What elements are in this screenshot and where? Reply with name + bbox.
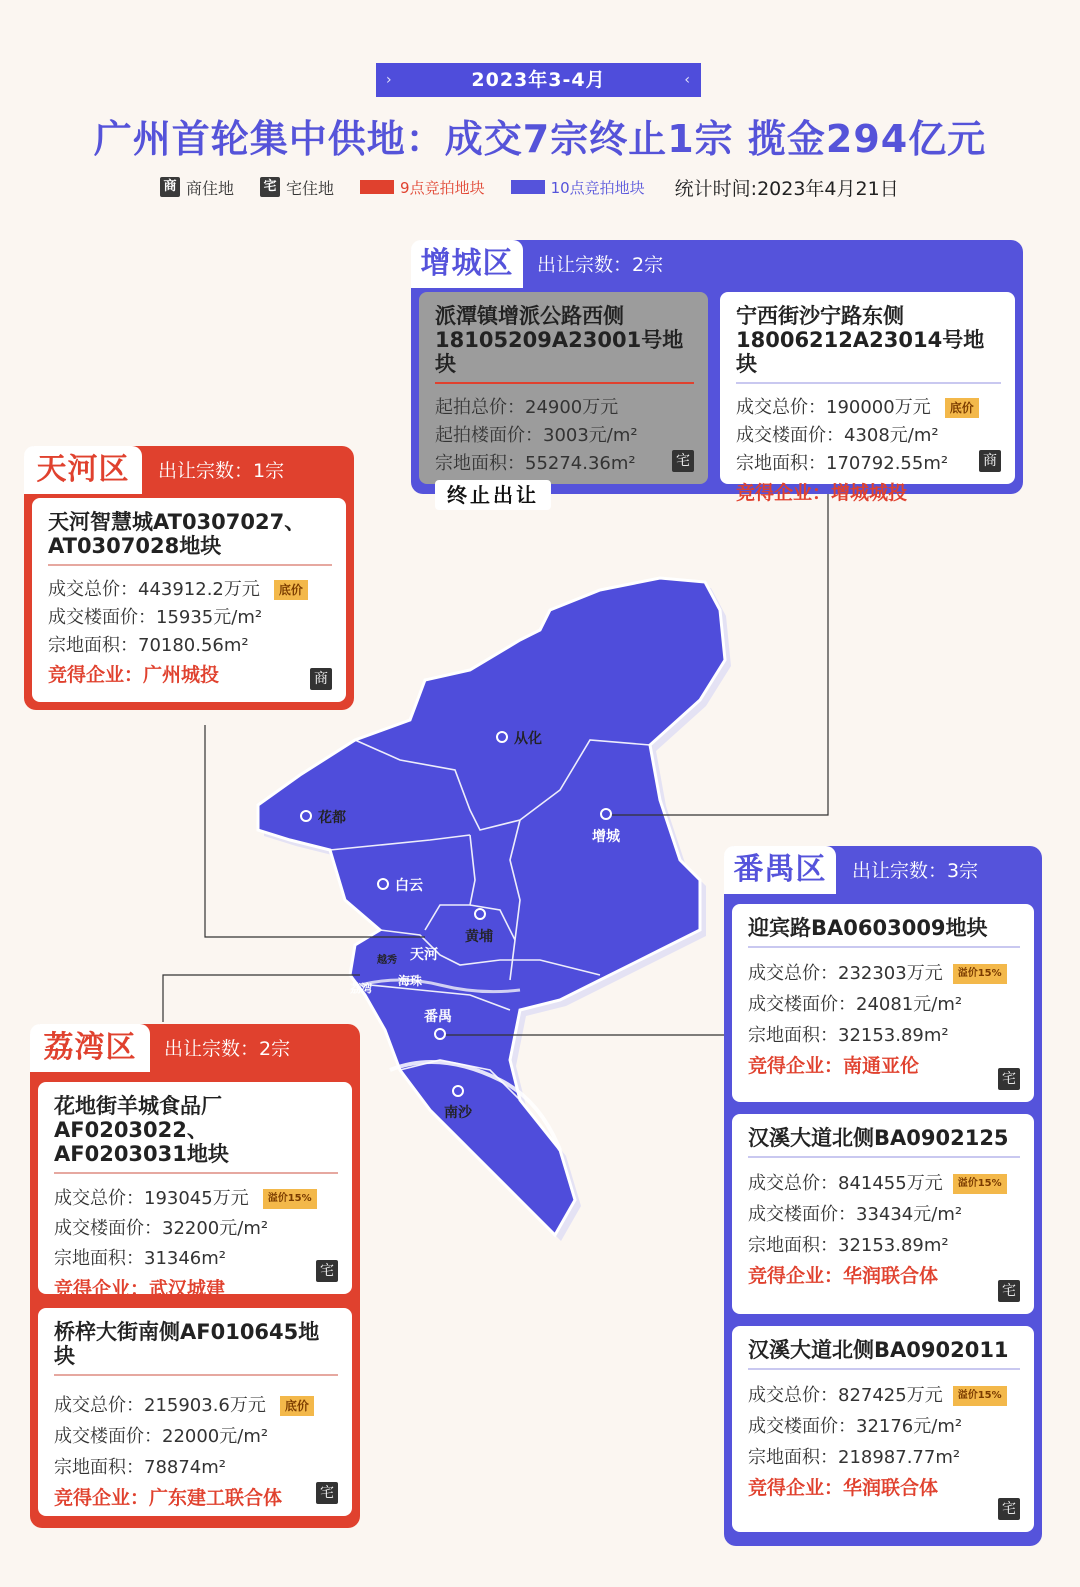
- price-tag: 底价: [280, 1396, 314, 1416]
- map-dot-panyu: [434, 1028, 446, 1040]
- price-tag: 溢价15%: [953, 1386, 1007, 1406]
- chevron-left-icon: ‹: [684, 72, 691, 88]
- district-count: 出让宗数：1宗: [158, 460, 285, 482]
- price-tag: 溢价15%: [953, 1174, 1007, 1194]
- stat-time: 统计时间:2023年4月21日: [674, 177, 899, 200]
- plot-winner: 竞得企业：南通亚伦: [748, 1055, 920, 1077]
- plot-winner: 竞得企业：华润联合体: [748, 1477, 939, 1499]
- price-tag: 底价: [945, 398, 979, 418]
- residential-icon: 宅: [998, 1068, 1020, 1090]
- legend-label: 9点竞拍地块: [400, 178, 485, 197]
- zengcheng-panel: [411, 240, 1023, 507]
- plot-winner: 竞得企业：广州城投: [48, 664, 220, 686]
- map-label-huangpu: 黄埔: [465, 929, 493, 945]
- price-tag: 溢价15%: [263, 1189, 317, 1209]
- plot-floor-price: 成交楼面价：15935元/m²: [48, 607, 263, 628]
- plot-price: 成交总价：827425万元: [748, 1385, 943, 1406]
- plot-price: 成交总价：443912.2万元: [48, 579, 260, 600]
- plot-card: [720, 292, 1015, 504]
- map-label-conghua: 从化: [514, 731, 542, 747]
- plot-title: 天河智慧城AT0307027、AT0307028地块: [48, 510, 332, 566]
- page-title: 广州首轮集中供地：成交7宗终止1宗 揽金294亿元: [93, 117, 987, 161]
- residential-icon: 宅: [998, 1280, 1020, 1302]
- legend-label: 商住地: [186, 178, 235, 198]
- plot-price-row: [48, 576, 332, 604]
- map-label-tianhe: 天河: [410, 947, 438, 963]
- commercial-icon: 商: [160, 177, 180, 197]
- plot-price-row: [54, 1390, 338, 1421]
- plot-floor-price: 成交楼面价：33434元/m²: [748, 1204, 963, 1225]
- plot-area: 宗地面积：170792.55m²: [736, 453, 949, 474]
- map-label-nansha: 南沙: [444, 1105, 472, 1121]
- district-count: 出让宗数：2宗: [164, 1038, 291, 1060]
- plot-floor-price: 成交楼面价：4308元/m²: [736, 425, 939, 446]
- plot-title: 派潭镇增派公路西侧18105209A23001号地块: [435, 304, 694, 384]
- date-text: 2023年3-4月: [471, 69, 606, 91]
- plot-price: 成交总价：232303万元: [748, 963, 943, 984]
- map-dot-baiyun: [377, 878, 389, 890]
- plot-price-row: [748, 1168, 1020, 1199]
- map-dot-zengcheng: [600, 808, 612, 820]
- legend-label: 10点竞拍地块: [550, 178, 645, 197]
- map-label-haizhu: 海珠: [398, 974, 423, 988]
- plot-floor-price: 成交楼面价：32176元/m²: [748, 1416, 963, 1437]
- plot-floor-price: 成交楼面价：22000元/m²: [54, 1426, 269, 1447]
- plot-title: 桥梓大街南侧AF010645地块: [54, 1320, 338, 1376]
- plot-area: 宗地面积：55274.36m²: [435, 453, 636, 474]
- plot-title: 花地街羊城食品厂AF0203022、AF0203031地块: [54, 1094, 338, 1174]
- district-name: 番禺区: [724, 846, 836, 894]
- plot-price-row: [54, 1184, 338, 1214]
- plot-winner: 竞得企业：增城城投: [736, 482, 908, 504]
- plot-price: 成交总价：215903.6万元: [54, 1395, 266, 1416]
- legend-label: 宅住地: [286, 178, 335, 198]
- plot-card: [38, 1308, 352, 1516]
- panyu-panel: [724, 846, 1042, 1546]
- price-tag: 底价: [274, 580, 308, 600]
- plot-area: 宗地面积：70180.56m²: [48, 635, 249, 656]
- map-label-baiyun: 白云: [395, 878, 423, 894]
- plot-area: 宗地面积：32153.89m²: [748, 1025, 949, 1046]
- plot-price: 成交总价：841455万元: [748, 1173, 943, 1194]
- map-label-liwan: 荔湾: [350, 982, 372, 995]
- plot-card: [732, 904, 1034, 1102]
- residential-icon: 宅: [316, 1482, 338, 1504]
- plot-card: [732, 1326, 1034, 1532]
- plot-price-row: [748, 958, 1020, 989]
- liwan-panel: [30, 1024, 360, 1528]
- district-count: 出让宗数：3宗: [852, 860, 979, 882]
- plot-area: 宗地面积：218987.77m²: [748, 1447, 961, 1468]
- district-name: 荔湾区: [30, 1024, 150, 1072]
- plot-price-row: [736, 394, 1001, 422]
- plot-card: [38, 1082, 352, 1300]
- residential-icon: 宅: [260, 177, 280, 197]
- plot-price: 起拍总价：24900万元: [435, 397, 619, 418]
- map-label-huadu: 花都: [318, 810, 346, 826]
- residential-icon: 宅: [672, 450, 694, 472]
- plot-floor-price: 起拍楼面价：3003元/m²: [435, 425, 638, 446]
- district-count: 出让宗数：2宗: [537, 254, 664, 276]
- plot-winner: 竞得企业：武汉城建: [54, 1278, 226, 1300]
- plot-card: [32, 498, 346, 702]
- plot-price-row: [748, 1380, 1020, 1411]
- chevron-right-icon: ›: [386, 72, 393, 88]
- plot-title: 迎宾路BA0603009地块: [748, 916, 1020, 948]
- terminated-badge: 终止出让: [435, 480, 551, 510]
- plot-floor-price: 成交楼面价：32200元/m²: [54, 1218, 269, 1239]
- plot-area: 宗地面积：32153.89m²: [748, 1235, 949, 1256]
- map-label-zengcheng: 增城: [592, 829, 620, 845]
- map-label-panyu: 番禺: [424, 1009, 452, 1025]
- map-dot-nansha: [452, 1085, 464, 1097]
- district-name: 增城区: [411, 240, 523, 288]
- plot-price: 成交总价：193045万元: [54, 1188, 249, 1209]
- plot-card: [732, 1114, 1034, 1314]
- plot-winner: 竞得企业：华润联合体: [748, 1265, 939, 1287]
- plot-title: 汉溪大道北侧BA0902011: [748, 1338, 1020, 1370]
- plot-title: 汉溪大道北侧BA0902125: [748, 1126, 1020, 1158]
- plot-title: 宁西街沙宁路东侧18006212A23014号地块: [736, 304, 1001, 384]
- district-name: 天河区: [24, 446, 142, 494]
- residential-icon: 宅: [316, 1260, 338, 1282]
- map-dot-conghua: [496, 731, 508, 743]
- plot-area: 宗地面积：78874m²: [54, 1457, 227, 1478]
- commercial-icon: 商: [310, 668, 332, 690]
- plot-floor-price: 成交楼面价：24081元/m²: [748, 994, 963, 1015]
- tianhe-panel: [24, 446, 354, 710]
- residential-icon: 宅: [998, 1498, 1020, 1520]
- map-dot-huangpu: [474, 908, 486, 920]
- plot-winner: 竞得企业：广东建工联合体: [54, 1487, 283, 1509]
- plot-price: 成交总价：190000万元: [736, 397, 931, 418]
- map-dot-huadu: [300, 810, 312, 822]
- commercial-icon: 商: [979, 450, 1001, 472]
- price-tag: 溢价15%: [953, 964, 1007, 984]
- plot-area: 宗地面积：31346m²: [54, 1248, 227, 1269]
- map-label-yuexiu: 越秀: [377, 955, 397, 966]
- plot-card: [419, 292, 708, 507]
